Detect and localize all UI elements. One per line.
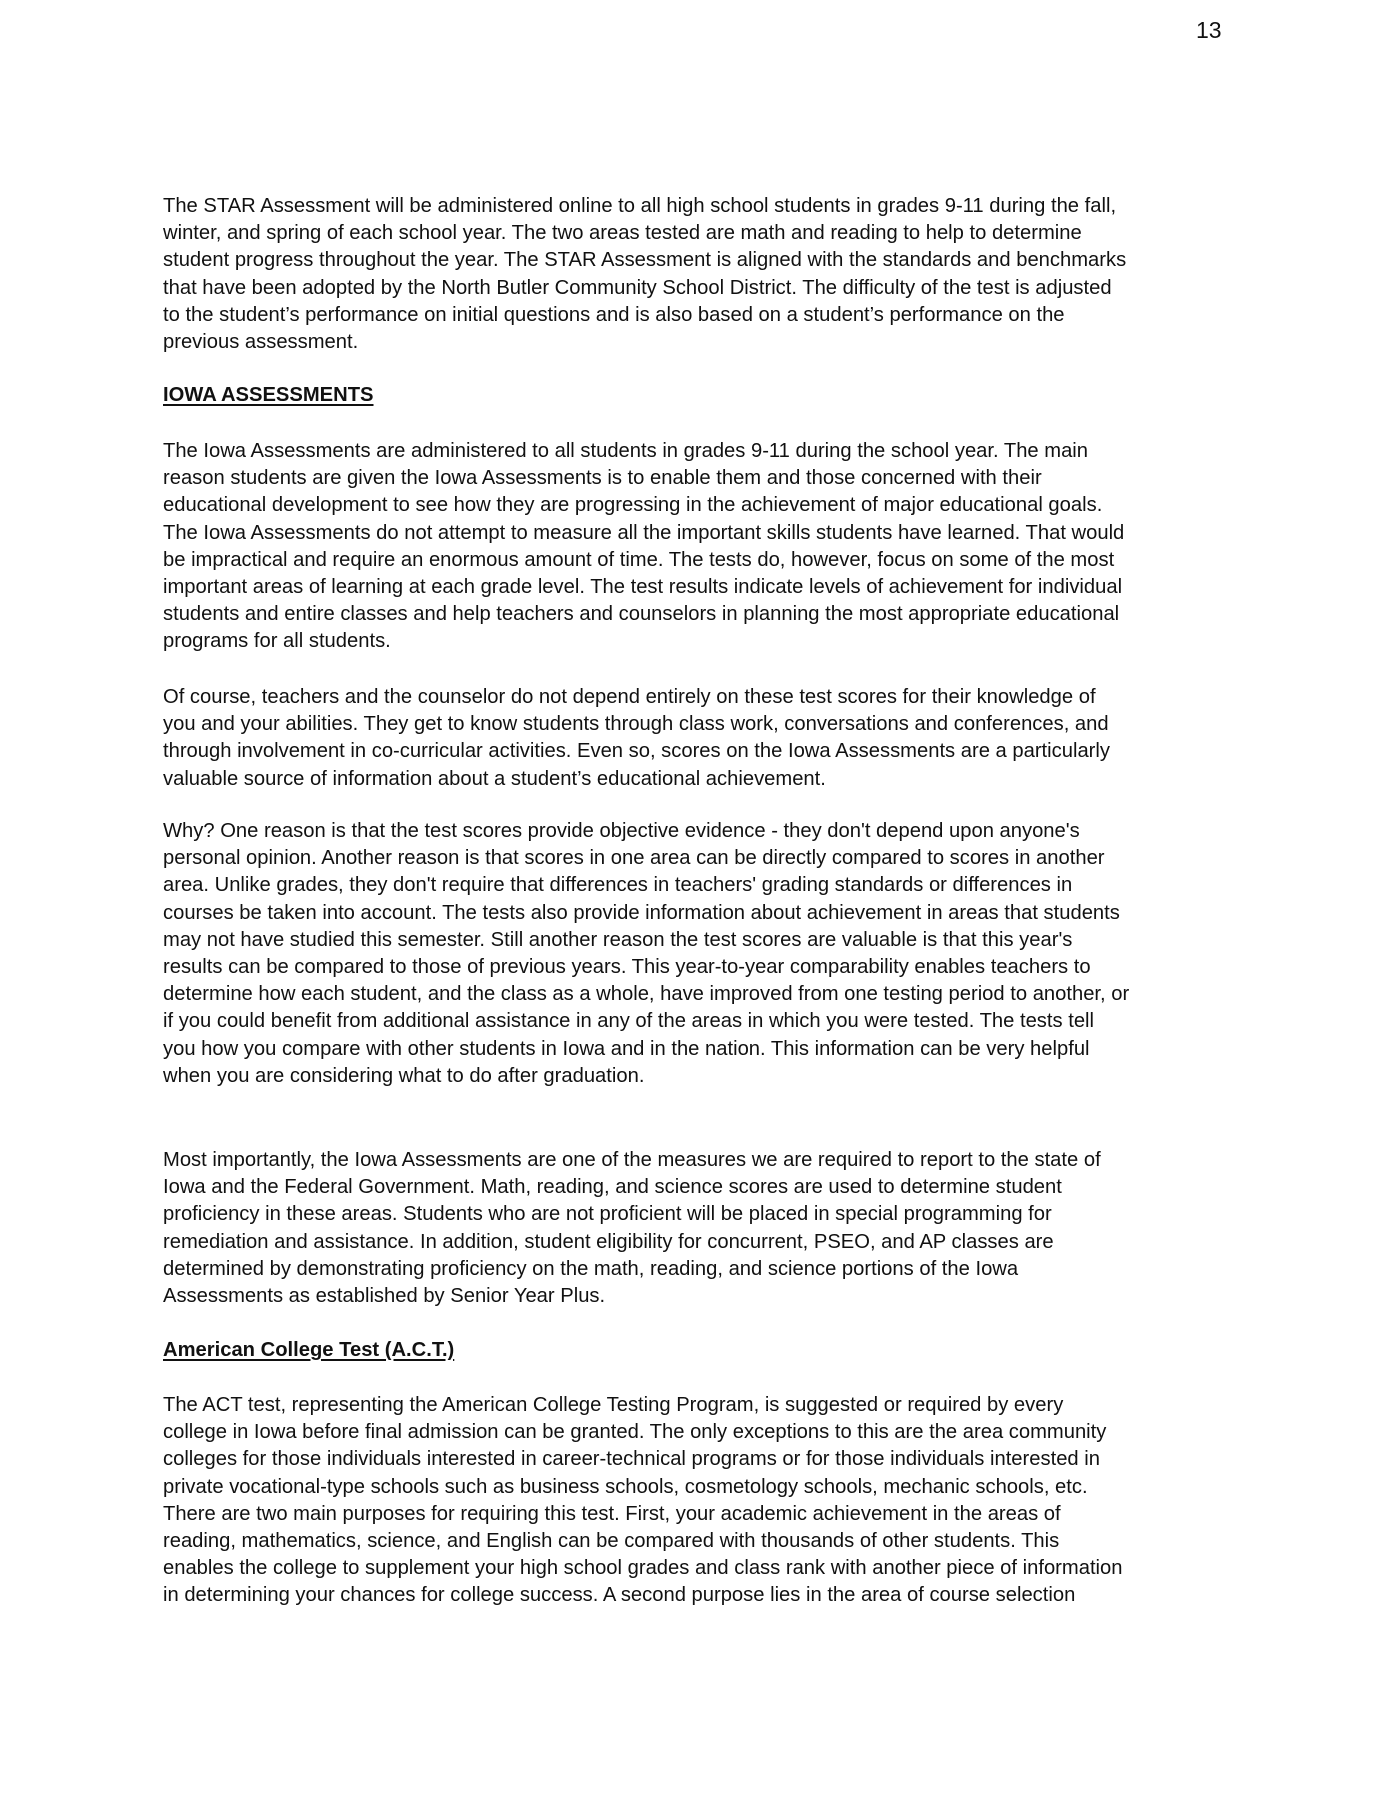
text-line: students and entire classes and help teachers and counselors in planning the most appropriate educational [163,603,1120,626]
text-line: Why? One reason is that the test scores provide objective evidence - they don't depend upon anyone's [163,820,1080,842]
text-line: area. Unlike grades, they don't require that differences in teachers' grading standards or differences in [163,874,1073,897]
text-line: Assessments as established by Senior Year Plus. [163,1284,606,1307]
text-line: reading, mathematics, science, and English can be compared with thousands of other students. This [163,1529,1060,1552]
text-line: determined by demonstrating proficiency on the math, reading, and science portions of the Iowa [163,1257,1019,1280]
text-line: enables the college to supplement your high school grades and class rank with another piece of information [163,1557,1123,1580]
page-number: 13 [1196,17,1222,43]
text-line: if you could benefit from additional assistance in any of the areas in which you were tested. The tests tell [163,1010,1095,1033]
text-line: may not have studied this semester. Still another reason the test scores are valuable is that this year's [163,928,1073,951]
text-line: student progress throughout the year. The STAR Assessment is aligned with the standards and benchmarks [163,249,1127,272]
text-line: The Iowa Assessments do not attempt to measure all the important skills students have learned. That would [163,521,1125,544]
text-line: There are two main purposes for requiring this test. First, your academic achievement in the areas of [163,1502,1061,1525]
text-line: personal opinion. Another reason is that scores in one area can be directly compared to scores in another [163,847,1105,870]
text-line: to the student’s performance on initial questions and is also based on a student’s performance on the [163,303,1065,326]
text-line: The Iowa Assessments are administered to all students in grades 9-11 during the school year. The main [163,440,1089,462]
text-line: Iowa and the Federal Government. Math, reading, and science scores are used to determine student [163,1176,1062,1199]
text-line: educational development to see how they are progressing in the achievement of major educational goals. [163,494,1103,517]
iowa-intro-paragraph [163,438,1263,656]
text-line: private vocational-type schools such as business schools, cosmetology schools, mechanic schools, etc. [163,1475,1088,1498]
text-line: proficiency in these areas. Students who are not proficient will be placed in special programming for [163,1203,1052,1226]
text-line: Of course, teachers and the counselor do not depend entirely on these test scores for their knowledge of [163,686,1096,708]
text-line: previous assessment. [163,330,359,353]
iowa-assessments-heading: IOWA ASSESSMENTS [163,384,374,406]
iowa-importance-paragraph [163,1147,1263,1310]
text-line: that have been adopted by the North Butler Community School District. The difficulty of the test is adjusted [163,276,1112,299]
text-line: courses be taken into account. The tests also provide information about achievement in areas that students [163,901,1120,924]
iowa-teachers-paragraph [163,684,1263,793]
text-line: results can be compared to those of previous years. This year-to-year comparability enables teachers to [163,955,1091,978]
text-line: colleges for those individuals interested in career-technical programs or for those individuals interested in [163,1448,1100,1471]
text-line: valuable source of information about a student’s educational achievement. [163,767,826,790]
text-line: reason students are given the Iowa Assessments is to enable them and those concerned with their [163,467,1042,490]
star-assessment-paragraph [163,193,1263,356]
text-line: you and your abilities. They get to know students through class work, conversations and conferences, and [163,713,1109,736]
text-line: remediation and assistance. In addition, student eligibility for concurrent, PSEO, and AP classes are [163,1230,1054,1253]
text-line: winter, and spring of each school year. The two areas tested are math and reading to help to determine [163,222,1082,245]
text-line: you how you compare with other students in Iowa and in the nation. This information can be very helpful [163,1037,1090,1060]
text-line: college in Iowa before final admission can be granted. The only exceptions to this are the area community [163,1421,1107,1444]
text-line: through involvement in co-curricular activities. Even so, scores on the Iowa Assessments are a particularly [163,740,1110,763]
iowa-why-paragraph [163,818,1263,1090]
text-line: programs for all students. [163,630,391,653]
text-line: The STAR Assessment will be administered online to all high school students in grades 9-11 during the fall, [163,195,1117,217]
act-paragraph [163,1392,1263,1610]
act-heading: American College Test (A.C.T.) [163,1339,455,1361]
text-line: in determining your chances for college success. A second purpose lies in the area of course selection [163,1584,1076,1607]
text-line: be impractical and require an enormous amount of time. The tests do, however, focus on some of the most [163,548,1115,571]
text-line: Most importantly, the Iowa Assessments are one of the measures we are required to report to the state of [163,1149,1101,1171]
text-line: The ACT test, representing the American College Testing Program, is suggested or required by every [163,1394,1064,1416]
text-line: important areas of learning at each grade level. The test results indicate levels of achievement for individual [163,575,1123,598]
text-line: when you are considering what to do after graduation. [163,1064,645,1087]
text-line: determine how each student, and the class as a whole, have improved from one testing period to another, or [163,983,1130,1006]
